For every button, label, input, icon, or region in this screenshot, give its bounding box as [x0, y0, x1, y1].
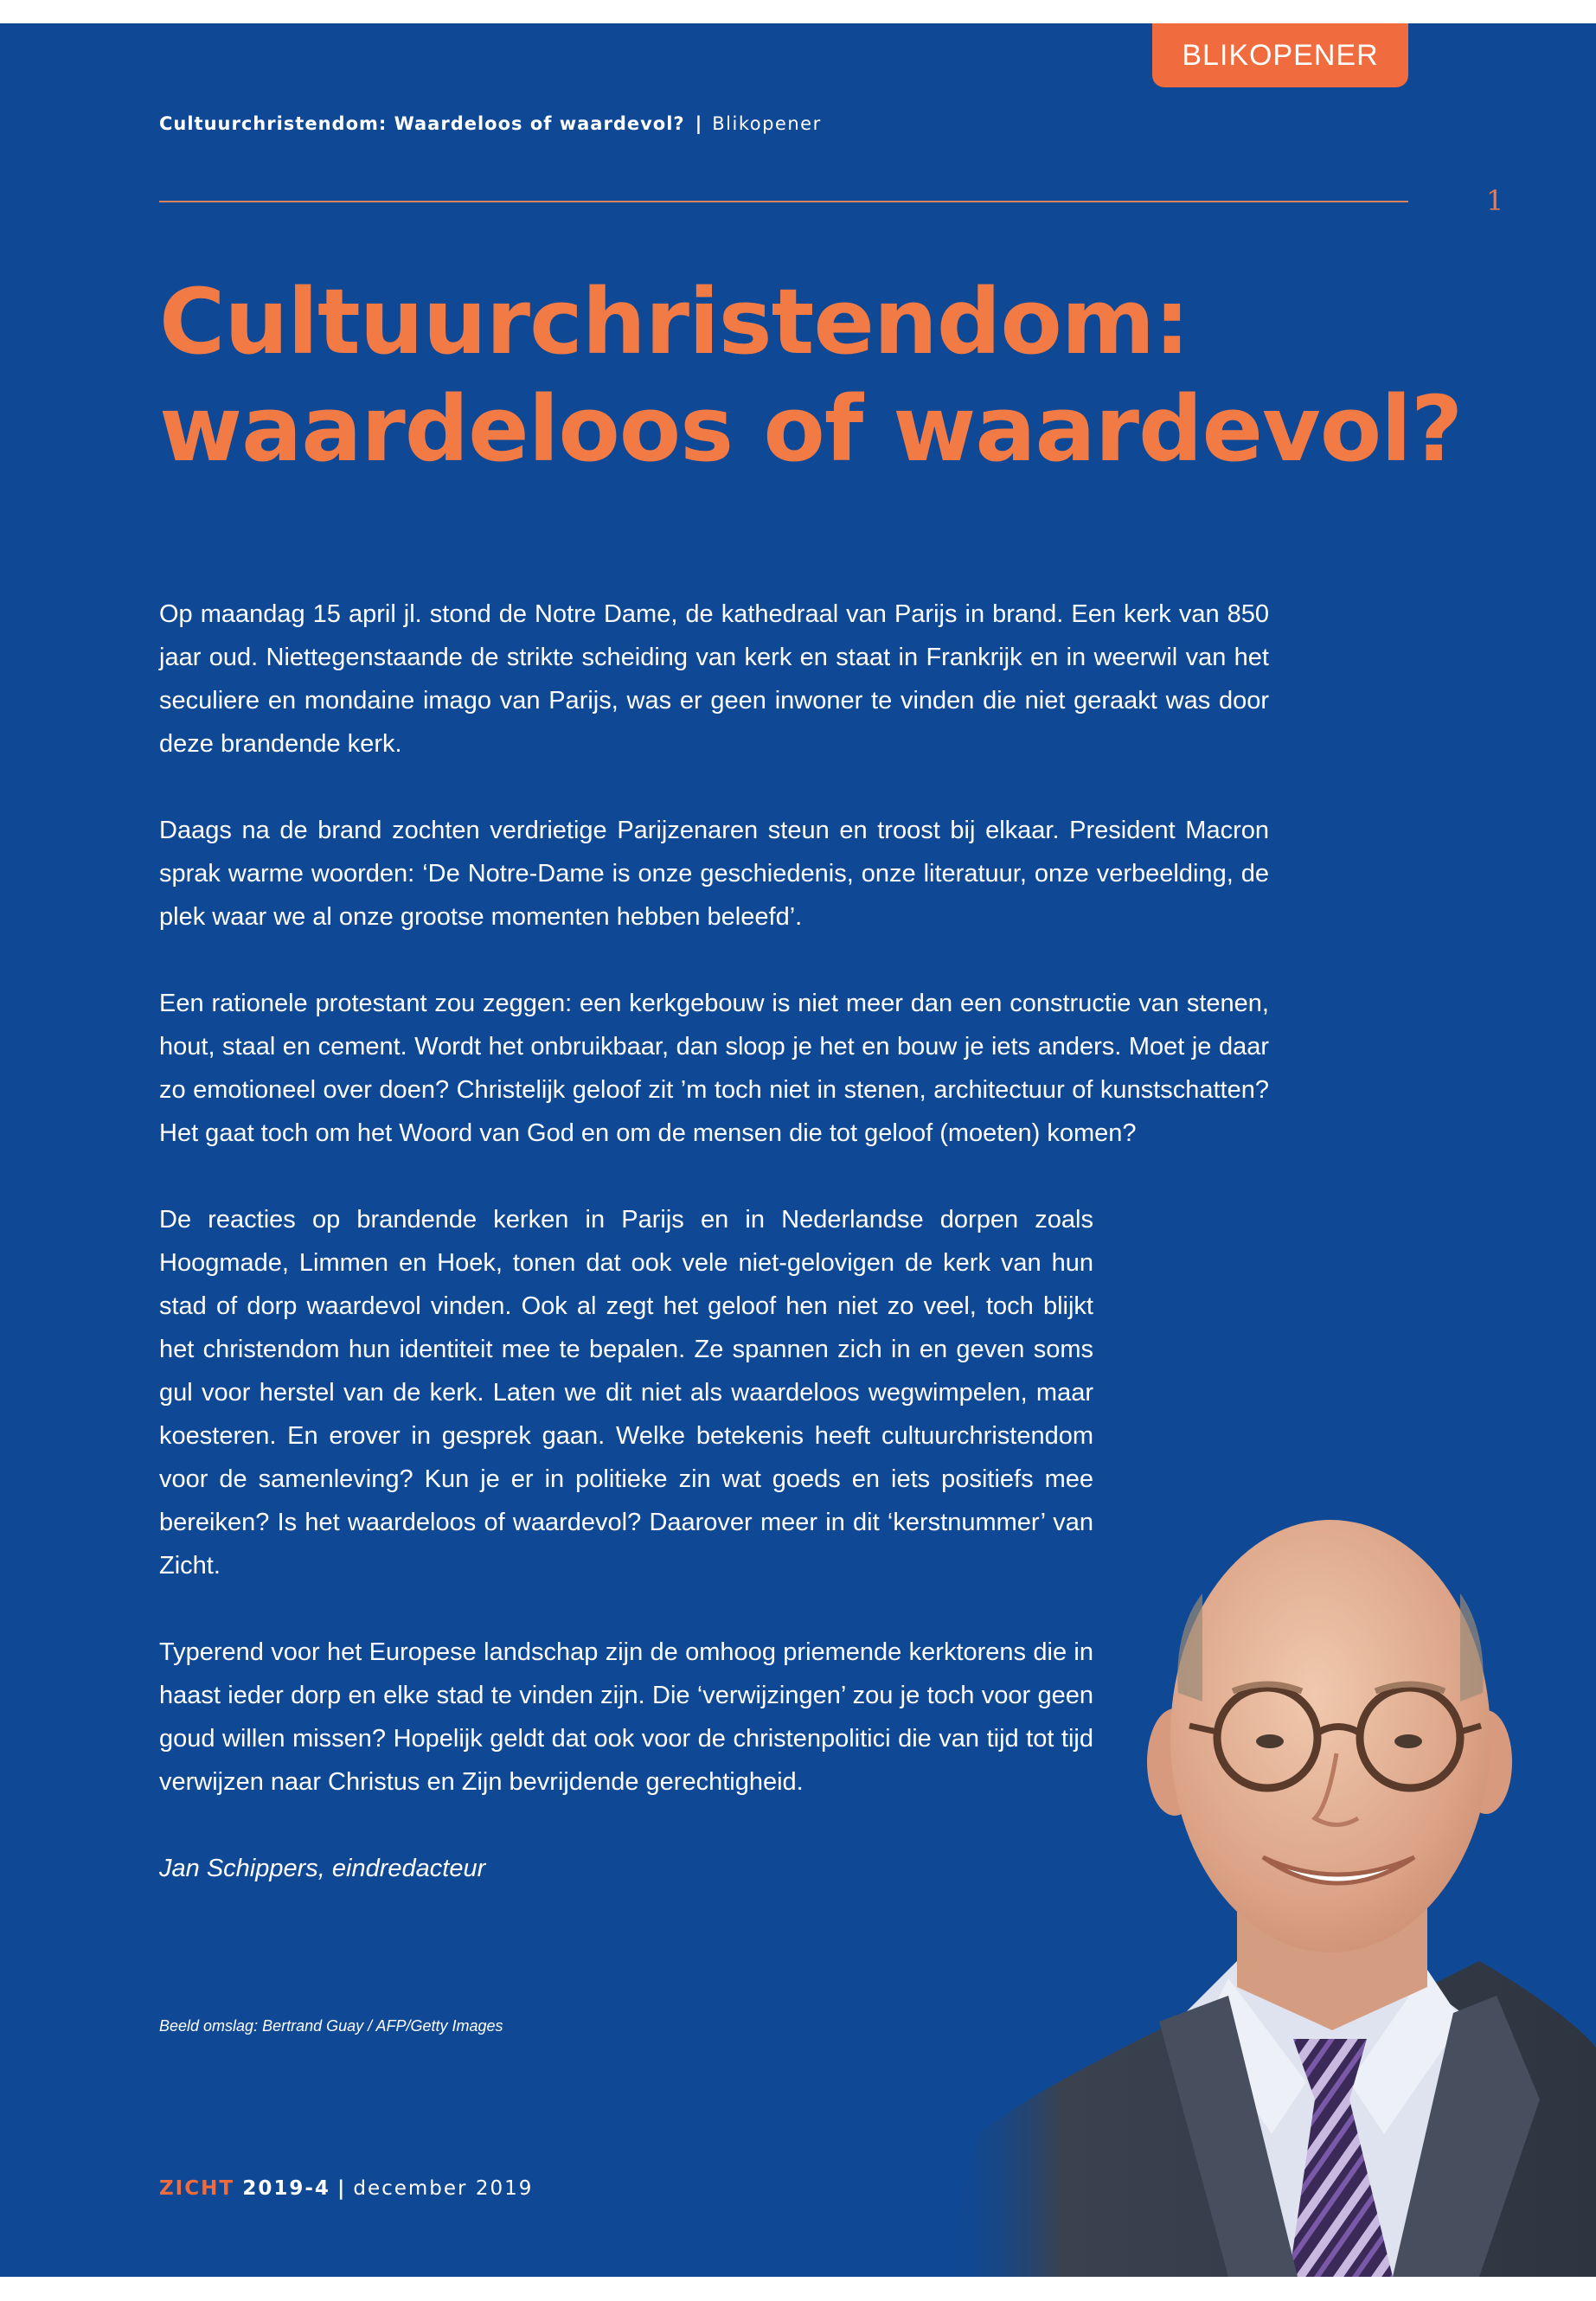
running-header-title: Cultuurchristendom: Waardeloos of waardevol? — [159, 113, 685, 134]
paragraph-1: Op maandag 15 april jl. stond de Notre Dame, de kathedraal van Parijs in brand. Een kerk van 850 jaar oud. Niettegenstaande de strikte scheiding van kerk en staat in Frankrijk en in weerwil van het seculiere en mondaine imago van Parijs, was er geen inwoner te vinden die niet geraakt was door deze brandende kerk. — [159, 600, 1269, 758]
cover-photo-credit: Beeld omslag: Bertrand Guay / AFP/Getty Images — [159, 2017, 503, 2035]
article-headline — [159, 268, 1462, 483]
author-signature: Jan Schippers, eindredacteur — [159, 1855, 486, 1882]
footer-separator: | — [337, 2177, 347, 2200]
paragraph-2: Daags na de brand zochten verdrietige Parijzenaren steun en troost bij elkaar. President Macron sprak warme woorden: ‘De Notre-Dame is onze geschiedenis, onze literatuur, onze verbeelding, de plek waar we al onze grootse momenten hebben beleefd’. — [159, 817, 1269, 931]
issue-date: december 2019 — [353, 2177, 534, 2200]
paragraph-4: De reacties op brandende kerken in Parijs en in Nederlandse dorpen zoals Hoogmade, Limmen en Hoek, tonen dat ook vele niet-gelovigen de kerk van hun stad of dorp waardevol vinden. Ook al zegt het geloof hen niet zo veel, toch blijkt het christendom hun identiteit mee te bepalen. Ze spannen zich in en geven soms gul voor herstel van de kerk. Laten we dit niet als waardeloos wegwimpelen, maar koesteren. En erover in gesprek gaan. Welke betekenis heeft cultuurchristendom voor de samenleving? Kun je er in politieke zin wat goeds en iets positiefs mee bereiken? Is het waardeloos of waardevol? Daarover meer in dit ‘kerstnummer’ van Zicht. — [159, 1206, 1093, 1580]
editor-portrait-photo — [943, 1477, 1596, 2277]
running-header — [159, 113, 822, 134]
section-tab: BLIKOPENER — [1152, 23, 1408, 87]
page-footer — [159, 2177, 533, 2200]
magazine-page — [0, 23, 1596, 2277]
header-divider — [159, 201, 1408, 202]
paragraph-5: Typerend voor het Europese landschap zijn de omhoog priemende kerktorens die in haast ieder dorp en elke stad te vinden zijn. Die ‘verwijzingen’ zou je toch voor geen goud willen missen? Hopelijk geldt dat ook voor de christenpolitici die van tijd tot tijd verwijzen naar Christus en Zijn bevrijdende gerechtigheid. — [159, 1638, 1093, 1796]
running-header-section: Blikopener — [712, 113, 822, 134]
paragraph-3: Een rationele protestant zou zeggen: een kerkgebouw is niet meer dan een constructie van stenen, hout, staal en cement. Wordt het onbruikbaar, dan sloop je het en bouw je iets anders. Moet je daar zo emotioneel over doen? Christelijk geloof zit ’m toch niet in stenen, architectuur of kunstschatten? Het gaat toch om het Woord van God en om de mensen die tot geloof (moeten) komen? — [159, 990, 1269, 1147]
issue-number: 2019-4 — [242, 2177, 330, 2200]
running-header-separator: | — [695, 113, 702, 134]
headline-line-1: Cultuurchristendom: — [159, 269, 1189, 375]
page-number: 1 — [1486, 184, 1504, 217]
magazine-name: ZICHT — [159, 2177, 235, 2200]
headline-line-2: waardeloos of waardevol? — [159, 376, 1463, 482]
